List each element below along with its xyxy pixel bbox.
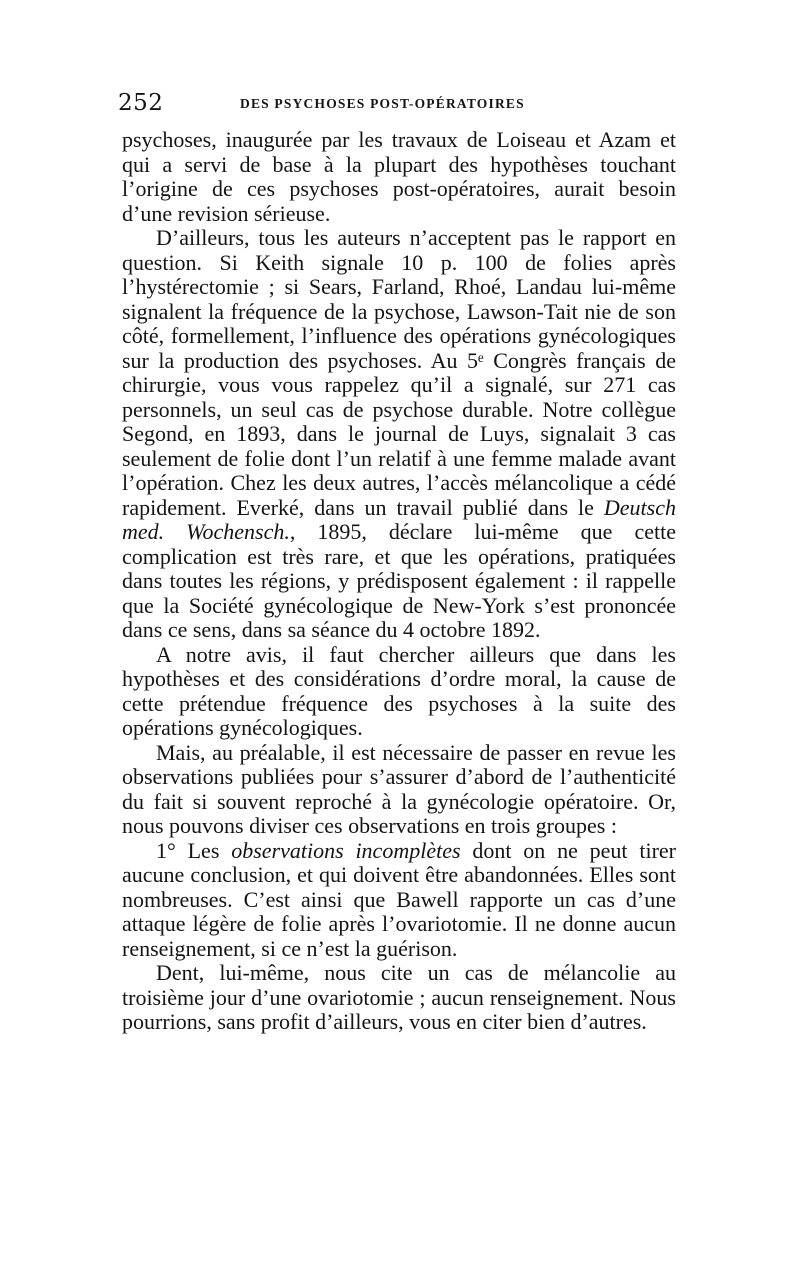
text-run: dont on ne peut tirer aucune conclusion, et qui doivent être abandonnées. Elles sont nombreuses. C’est ainsi que Bawell rapporte un cas d’une attaque légère de folie après l’ovariotomie. Il ne donne aucun renseignement, si ce n’est la guérison. (122, 837, 676, 961)
text-run: , 1895, déclare lui-même que cette complication est très rare, et que les opérations, pratiquées dans toutes les régions, y prédisposent également : il rappelle que la Société gynécologique de New-York s’est prononcée dans ce sens, dans sa séance du 4 octobre 1892. (122, 519, 676, 642)
paragraph (122, 128, 676, 226)
paragraph (122, 643, 676, 741)
text-run: Dent, lui-même, nous cite un cas de mélancolie au troisième jour d’une ovariotomie ; aucun renseignement. Nous pourrions, sans profit d’ailleurs, vous en citer bien d’autres. (122, 960, 676, 1034)
text-run: psychoses, inaugurée par les travaux de Loiseau et Azam et qui a servi de base à la plupart des hypothèses touchant l’origine de ces psychoses post-opératoires, aurait besoin d’une revision sérieuse. (122, 127, 676, 226)
paragraph (122, 839, 676, 962)
running-head: DES PSYCHOSES POST-OPÉRATOIRES (240, 96, 525, 111)
journal-title: Deutsch med. Wochensch. (122, 494, 676, 544)
text-run: 1° Les (156, 837, 232, 863)
body-text (122, 128, 676, 1035)
paragraph (122, 226, 676, 643)
text-run: D’ailleurs, tous les auteurs n’acceptent pas le rapport en question. Si Keith signale 10 p. 100 de folies après l’hystérectomie ; si Sears, Farland, Rhoé, Landau lui-même signalent la fréquence de la psychose, Lawson-Tait nie de son côté, formellement, l’influence des opérations gynécologiques sur la production des psychoses. Au 5ᵉ Congrès français de chirurgie, vous vous rappelez qu’il a signalé, sur 271 cas personnels, un seul cas de psychose durable. Notre collègue Segond, en 1893, dans le journal de Luys, signalait 3 cas seulement de folie dont l’un relatif à une femme malade avant l’opération. Chez les deux autres, l’accès mélancolique a cédé rapidement. Everké, dans un travail publié dans le (122, 225, 676, 520)
text-run: Mais, au préalable, il est nécessaire de passer en revue les observations publiées pour s’assurer d’abord de l’authenticité du fait si souvent reproché à la gynécologie opératoire. Or, nous pouvons diviser ces observations en trois groupes : (122, 739, 676, 838)
paragraph (122, 961, 676, 1035)
emphasis-text: observations incomplètes (231, 837, 461, 863)
text-run: A notre avis, il faut chercher ailleurs que dans les hypothèses et des considérations d’ordre moral, la cause de cette prétendue fréquence des psychoses à la suite des opérations gynécologiques. (122, 641, 676, 740)
paragraph (122, 741, 676, 839)
page-number: 252 (118, 90, 164, 116)
page-header (118, 90, 678, 120)
